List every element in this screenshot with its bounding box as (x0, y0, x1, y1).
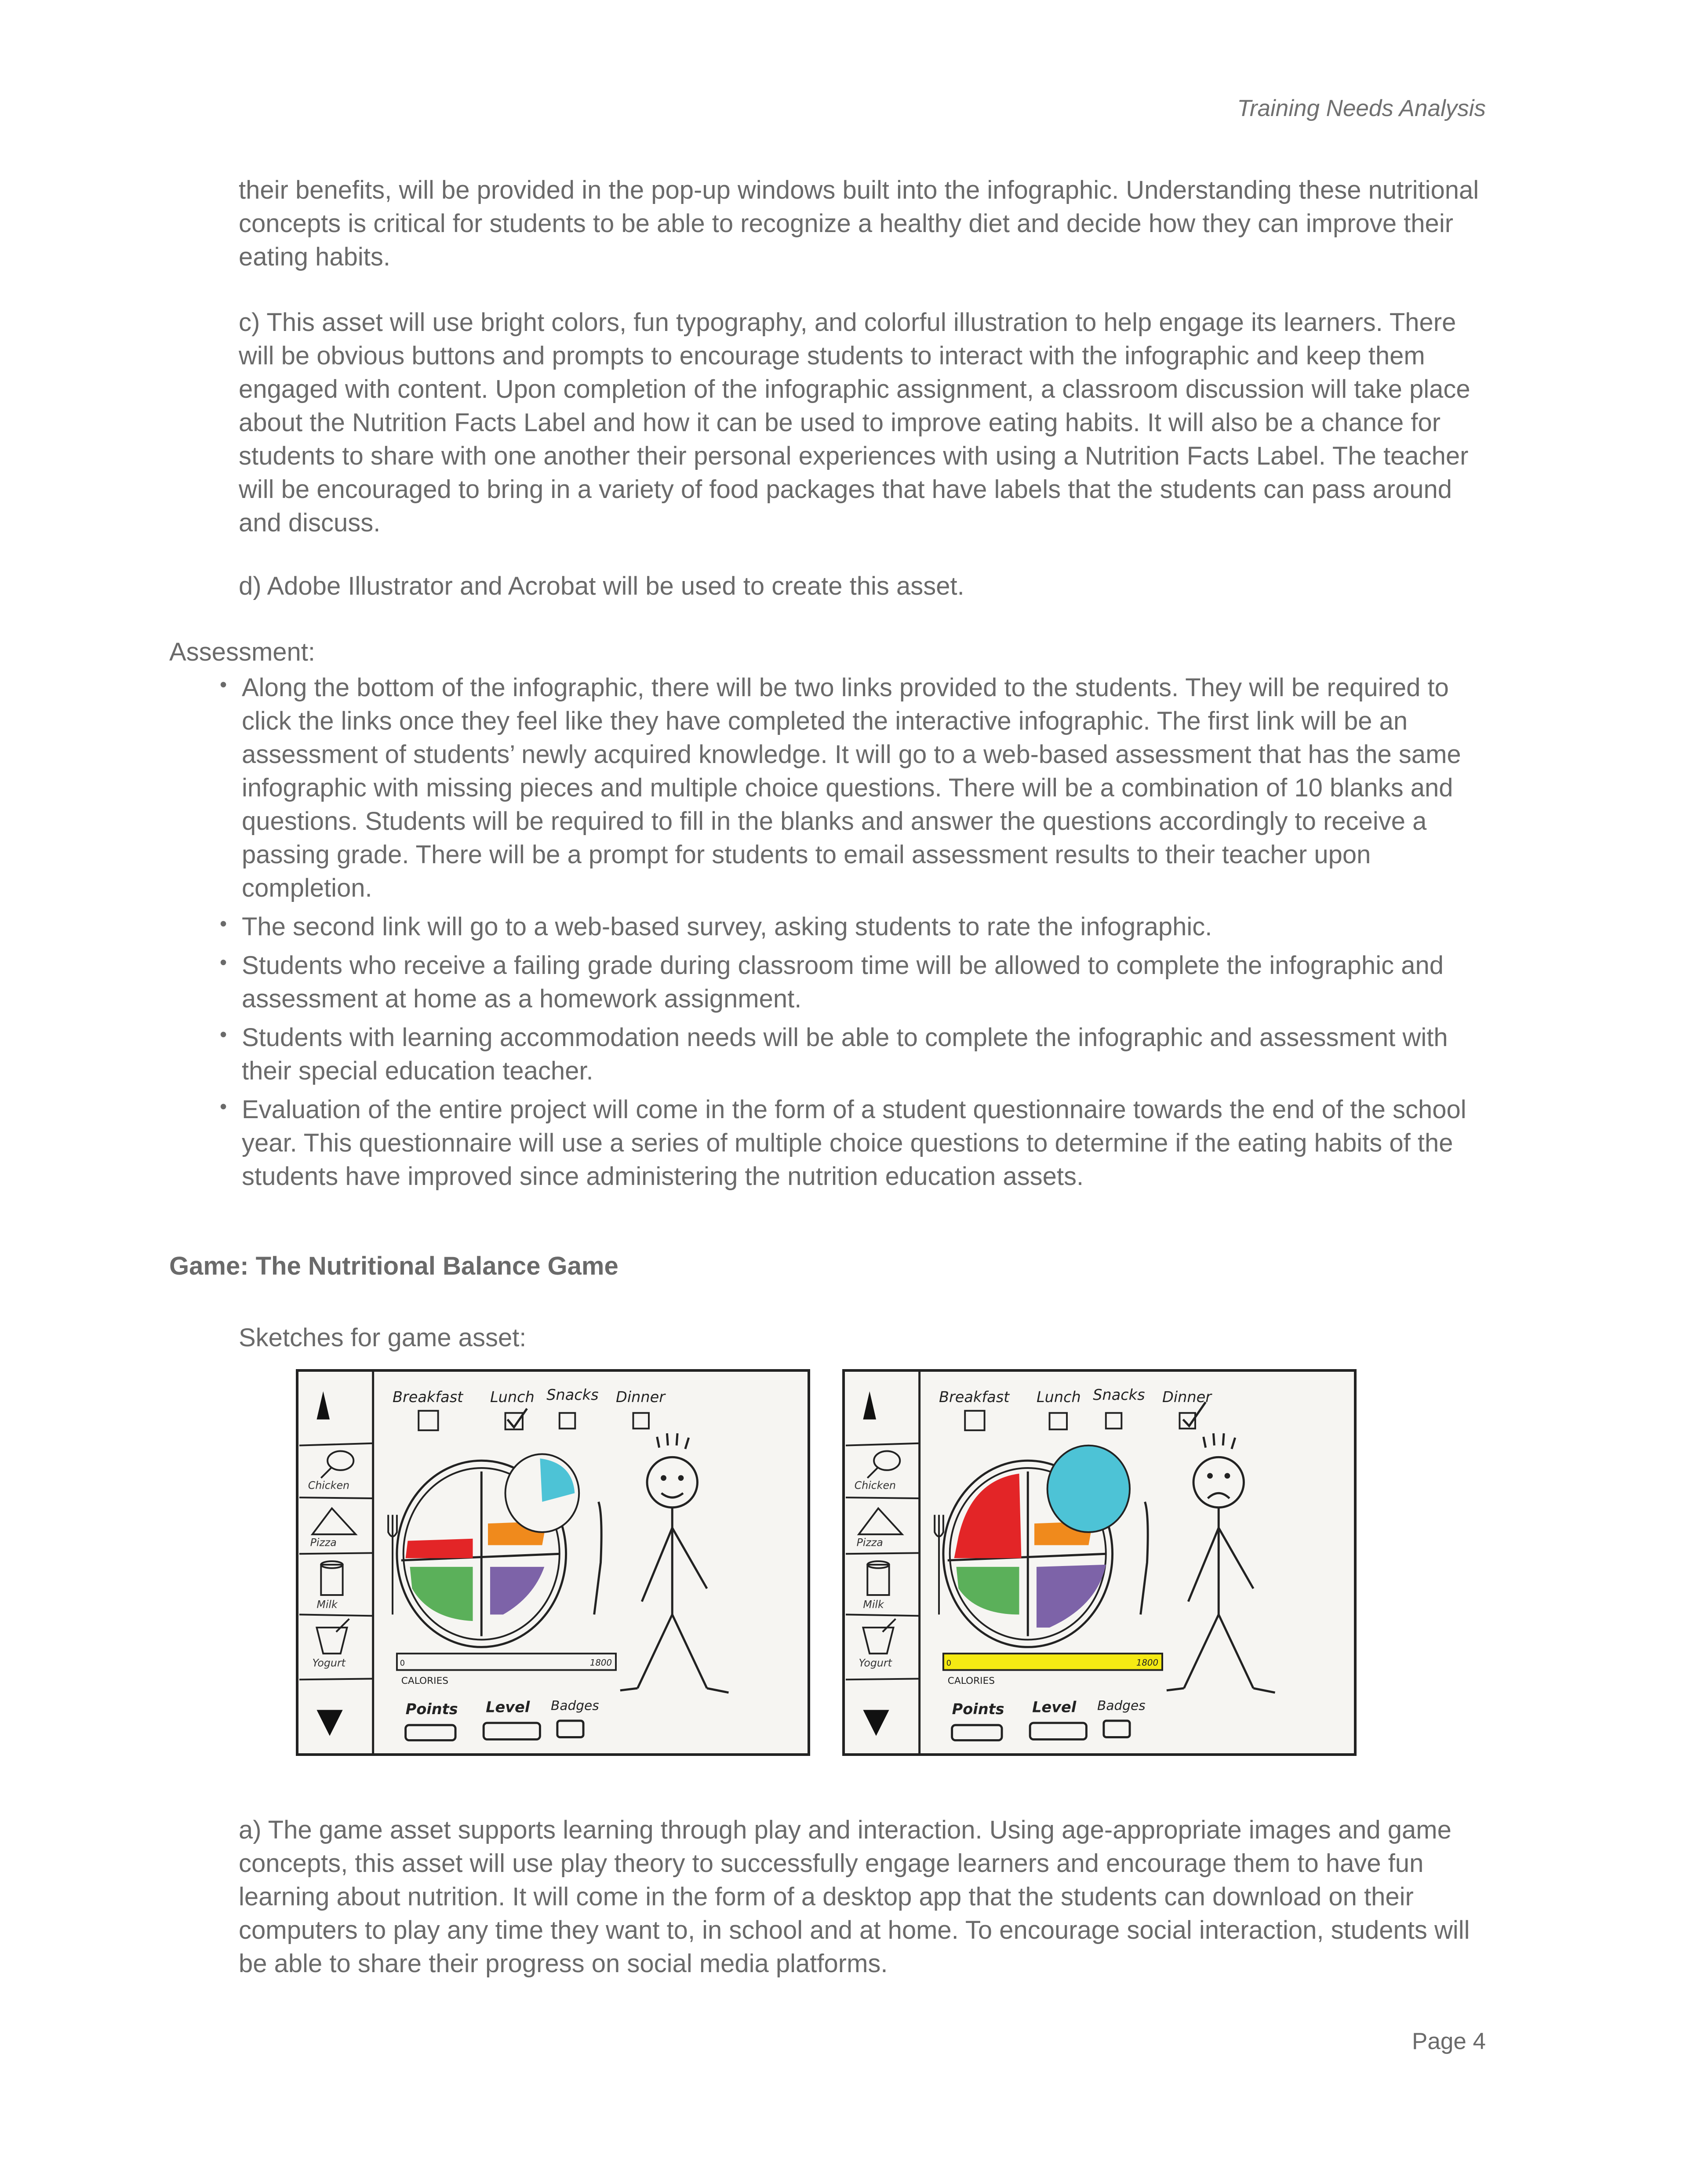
list-item: • Students who receive a failing grade during classroom time will be allowed to complete the infographic and assessment at home as a homework assignment. (220, 949, 1495, 1016)
meal-checkbox (560, 1413, 575, 1429)
food-label: Milk (316, 1598, 338, 1611)
calories-min: 0 (946, 1659, 952, 1668)
stat-label: Badges (1097, 1698, 1146, 1713)
pizza-icon (313, 1508, 356, 1534)
food-label: Pizza (310, 1536, 337, 1549)
game-sketch-sad (842, 1369, 1357, 1756)
running-header: Training Needs Analysis (1237, 95, 1486, 121)
scroll-up-icon (863, 1391, 876, 1419)
food-label: Yogurt (859, 1657, 892, 1669)
plate-icon (397, 1454, 579, 1647)
meal-checkbox (418, 1411, 438, 1430)
milk-icon (321, 1561, 342, 1595)
meal-label: Lunch (490, 1388, 535, 1406)
knife-icon (1141, 1502, 1148, 1614)
chicken-icon (321, 1451, 353, 1478)
calories-max: 1800 (1136, 1657, 1159, 1668)
plate-icon (943, 1446, 1130, 1647)
milk-icon (867, 1561, 889, 1595)
paragraph-c: c) This asset will use bright colors, fun typography, and colorful illustration to help engage its learners. There will be obvious buttons and prompts to encourage students to interact with the infographic and keep them engaged with content. Upon completion of the infographic assignment, a classroom discussion will take place about the Nutrition Facts Label and how it can be used to improve eating habits. It will also be a chance for students to share with one another their personal experiences with using a Nutrition Facts Label. The teacher will be encouraged to bring in a variety of food packages that have labels that the students can pass around and discuss. (239, 308, 1470, 537)
stat-label: Badges (551, 1698, 599, 1713)
knife-icon (594, 1502, 601, 1614)
happy-stick-figure (620, 1433, 729, 1693)
food-label: Chicken (854, 1479, 896, 1492)
stat-label: Level (1032, 1698, 1077, 1716)
scroll-up-icon (316, 1391, 330, 1419)
meal-label: Lunch (1036, 1388, 1081, 1406)
calorie-bar (397, 1653, 616, 1670)
meal-label: Dinner (1162, 1388, 1212, 1406)
sketch-caption: Sketches for game asset: (239, 1323, 527, 1352)
sad-stick-figure (1167, 1433, 1275, 1693)
meal-label: Breakfast (393, 1388, 463, 1406)
meal-label: Snacks (1093, 1386, 1145, 1404)
calories-label: CALORIES (401, 1675, 449, 1687)
section-heading: Game: The Nutritional Balance Game (169, 1252, 618, 1280)
meal-checkbox (633, 1413, 649, 1429)
food-label: Pizza (856, 1536, 883, 1549)
food-label: Chicken (308, 1479, 350, 1492)
meal-checkbox (1050, 1413, 1067, 1429)
meal-label: Breakfast (939, 1388, 1010, 1406)
calories-max: 1800 (589, 1657, 612, 1668)
fork-icon (388, 1515, 397, 1615)
list-item: • Students with learning accommodation needs will be able to complete the infographic and assessment with their special education teacher. (220, 1021, 1495, 1088)
list-item: • Along the bottom of the infographic, there will be two links provided to the students. They will be required to click the links once they feel like they have completed the interactive infographic. The first link will be an assessment of students’ newly acquired knowledge. It will go to a web-based assessment that has the same infographic with missing pieces and multiple choice questions. There will be a combination of 10 blanks and questions. Students will be required to fill in the blanks and answer the questions accordingly to receive a passing grade. There will be a prompt for students to email assessment results to their teacher upon completion. (220, 671, 1495, 905)
yogurt-icon (863, 1619, 895, 1653)
meal-label: Snacks (546, 1386, 599, 1404)
yogurt-icon (316, 1619, 349, 1653)
food-label: Yogurt (312, 1657, 346, 1669)
check-icon (507, 1409, 527, 1427)
paragraph-d: d) Adobe Illustrator and Acrobat will be used to create this asset. (239, 572, 964, 600)
assessment-list (220, 671, 1495, 1199)
stat-label: Points (405, 1701, 458, 1718)
fork-icon (935, 1515, 943, 1615)
scroll-down-icon (316, 1710, 342, 1736)
calories-label: CALORIES (947, 1675, 995, 1687)
meal-checkbox (1106, 1413, 1122, 1429)
scroll-down-icon (863, 1710, 889, 1736)
calorie-bar (943, 1653, 1162, 1670)
stat-label: Points (952, 1701, 1004, 1718)
list-item: • Evaluation of the entire project will come in the form of a student questionnaire towards the end of the school year. This questionnaire will use a series of multiple choice questions to determine if the eating habits of the students have improved since administering the nutrition education assets. (220, 1093, 1495, 1193)
list-item: • The second link will go to a web-based survey, asking students to rate the infographic. (220, 910, 1495, 944)
stat-label: Level (486, 1698, 530, 1716)
meal-label: Dinner (616, 1388, 666, 1406)
pizza-icon (859, 1508, 902, 1534)
paragraph-intro: their benefits, will be provided in the pop-up windows built into the infographic. Understanding these nutritional concepts is critical for students to be able to recognize a healthy diet and decide how they can improve their eating habits. (239, 176, 1479, 271)
food-label: Milk (863, 1598, 884, 1611)
page-number: Page 4 (1412, 2028, 1486, 2054)
meal-checkbox (965, 1411, 984, 1430)
calories-min: 0 (400, 1659, 405, 1668)
game-sketch-happy (296, 1369, 810, 1756)
assessment-label: Assessment: (169, 638, 315, 666)
paragraph-game-a: a) The game asset supports learning through play and interaction. Using age-appropriate images and game concepts, this asset will use play theory to successfully engage learners and encourage them to have fun learning about nutrition. It will come in the form of a desktop app that the students can download on their computers to play any time they want to, in school and at home. To encourage social interaction, students will be able to share their progress on social media platforms. (239, 1816, 1470, 1978)
chicken-icon (867, 1451, 900, 1478)
